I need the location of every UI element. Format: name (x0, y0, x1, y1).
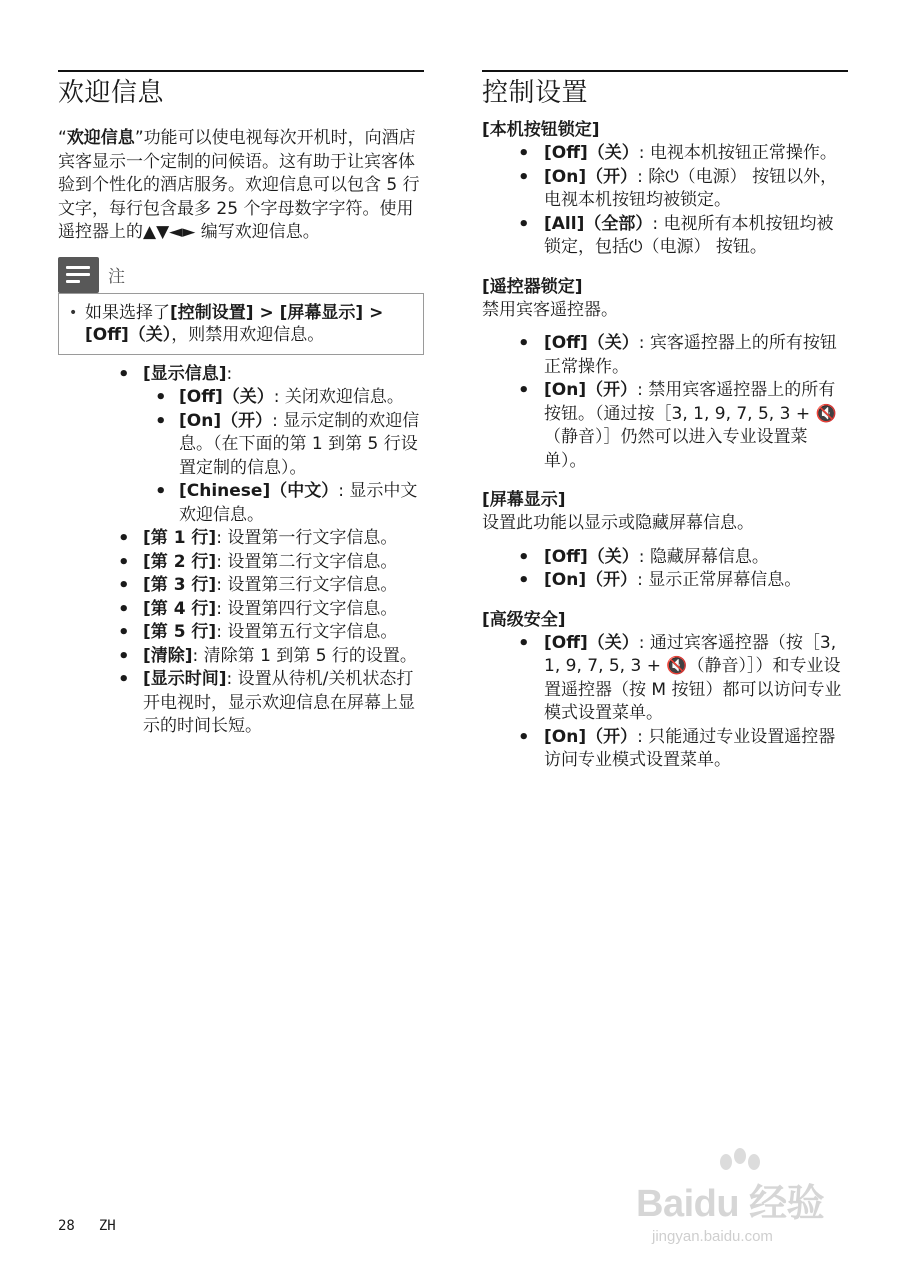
item-desc: : 设置第三行文字信息。 (216, 575, 398, 595)
note-off: [Off]（关） (85, 324, 172, 345)
item-desc: : 宾客遥控器上的所有按钮正常操作。 (544, 333, 837, 377)
list-item (482, 569, 848, 593)
intro-paragraph (58, 127, 424, 245)
right-column (482, 70, 848, 789)
item-desc: : 显示定制的欢迎信息。（在下面的第 1 到第 5 行设置定制的信息）。 (179, 410, 420, 478)
list-item (482, 632, 848, 726)
list-item (482, 213, 848, 260)
option-list (482, 332, 848, 473)
list-item (118, 621, 424, 645)
subsection-desc: 设置此功能以显示或隐藏屏幕信息。 (482, 513, 754, 533)
item-label: [显示时间] (143, 669, 227, 689)
note-label: 注 (108, 267, 125, 287)
item-label: [On]（开） (179, 410, 273, 431)
item-desc: : 清除第 1 到第 5 行的设置。 (192, 645, 417, 666)
close-quote: ” (134, 128, 144, 148)
section-heading-welcome: 欢迎信息 (58, 78, 165, 108)
item-label: [第 2 行] (143, 551, 217, 572)
item-label: [清除] (143, 645, 193, 666)
item-desc: : 通过宾客遥控器（按［3, 1, 9, 7, 5, 3 + 🔇（静音）］）和专业设置遥控器（按 M 按钮）都可以访问专业模式设置菜单。 (544, 632, 842, 723)
section-remote-lock (482, 276, 848, 474)
section-rule (58, 70, 424, 72)
list-item (118, 598, 424, 622)
welcome-options-list (118, 363, 424, 739)
item-desc: : 除⏻（电源） 按钮以外，电视本机按钮均被锁定。 (544, 166, 838, 210)
list-item (118, 527, 424, 551)
option-list (482, 546, 848, 593)
subsection-title: [本机按钮锁定] (482, 120, 600, 140)
list-item (143, 410, 424, 481)
item-label: [On]（开） (544, 380, 638, 400)
item-label: [On]（开） (544, 570, 638, 590)
item-desc: : 设置从待机/关机状态打开电视时，显示欢迎信息在屏幕上显示的时间长短。 (143, 669, 415, 736)
list-item (118, 363, 424, 528)
option-list (482, 632, 848, 773)
subsection-desc: 禁用宾客遥控器。 (482, 299, 618, 320)
note-bullet-icon: • (69, 304, 78, 321)
item-desc: : 显示中文欢迎信息。 (179, 481, 418, 525)
note-text (85, 302, 383, 346)
item-desc: : 设置第四行文字信息。 (216, 598, 398, 619)
item-label: [On]（开） (544, 166, 638, 187)
item-label: [Off]（关） (179, 387, 274, 407)
item-desc: : 关闭欢迎信息。 (273, 387, 404, 407)
intro-text-rest: 时，向酒店宾客显示一个定制的问候语。这有助于让宾客体验到个性化的酒店服务。欢迎信息可以包含 5 行文字，每行包含最多 25 个字母数字字符。使用遥控器上的▲▼◄► 编写欢迎信息。 (58, 128, 420, 242)
section-button-lock (482, 119, 848, 260)
section-osd (482, 489, 848, 593)
intro-text: 功能可以使电视每次开机 (143, 128, 331, 148)
language-code: ZH (98, 1218, 116, 1234)
subsection-title: [屏幕显示] (482, 490, 566, 510)
subsection-title: [高级安全] (482, 609, 566, 630)
left-column (58, 70, 424, 739)
item-desc: : 设置第一行文字信息。 (216, 528, 398, 548)
section-rule (482, 70, 848, 72)
note-header (58, 257, 424, 293)
item-label: [第 1 行] (143, 528, 217, 548)
item-desc: : 显示正常屏幕信息。 (637, 570, 802, 590)
note-path: [控制设置] > [屏幕显示] > (170, 302, 384, 323)
watermark-text: Baidu 经验 (636, 1183, 825, 1225)
item-desc: : 电视本机按钮正常操作。 (638, 143, 837, 163)
list-item (118, 551, 424, 575)
list-item (482, 379, 848, 473)
list-item (143, 386, 424, 410)
item-label: [Off]（关） (544, 143, 639, 163)
list-item (118, 574, 424, 598)
display-info-sublist (143, 386, 424, 527)
list-item (482, 546, 848, 570)
item-label: [Chinese]（中文） (179, 481, 339, 501)
item-label: [All]（全部） (544, 213, 653, 234)
item-label: [第 5 行] (143, 622, 217, 642)
note-icon (58, 257, 99, 293)
option-list (482, 142, 848, 260)
intro-bold: 欢迎信息 (66, 128, 135, 148)
list-item (118, 668, 424, 739)
item-label: [第 3 行] (143, 575, 217, 595)
item-label: [第 4 行] (143, 598, 217, 619)
list-item (482, 142, 848, 166)
item-label: [Off]（关） (544, 546, 639, 567)
item-desc: : 隐藏屏幕信息。 (638, 546, 769, 567)
watermark-url: jingyan.baidu.com (652, 1228, 773, 1245)
subsection-title: [遥控器锁定] (482, 276, 583, 297)
list-item (482, 726, 848, 773)
baidu-watermark (636, 1148, 856, 1256)
item-desc: : 设置第五行文字信息。 (216, 622, 398, 642)
item-desc: : 电视所有本机按钮均被锁定，包括⏻（电源） 按钮。 (544, 213, 834, 257)
item-label: [On]（开） (544, 726, 638, 747)
section-heading-control: 控制设置 (482, 78, 589, 108)
list-item (118, 645, 424, 669)
item-label: [显示信息] (143, 363, 227, 384)
note-prefix: 如果选择了 (85, 302, 170, 323)
note-suffix: ，则禁用欢迎信息。 (171, 324, 325, 345)
item-desc: : 禁用宾客遥控器上的所有按钮。（通过按［3, 1, 9, 7, 5, 3 + 🔇（静音）］仍然可以进入专业设置菜单）。 (544, 380, 837, 471)
note-box (58, 293, 424, 355)
item-label: [Off]（关） (544, 333, 639, 353)
list-item (482, 166, 848, 213)
item-label: [Off]（关） (544, 632, 639, 653)
item-desc: : (226, 363, 233, 384)
item-desc: : 只能通过专业设置遥控器访问专业模式设置菜单。 (544, 726, 836, 770)
page-number: 28 (58, 1218, 75, 1234)
section-advanced-security (482, 609, 848, 773)
page-footer (58, 1218, 116, 1234)
list-item (482, 332, 848, 379)
list-item (143, 480, 424, 527)
open-quote: “ (58, 128, 67, 148)
item-desc: : 设置第二行文字信息。 (216, 551, 398, 572)
